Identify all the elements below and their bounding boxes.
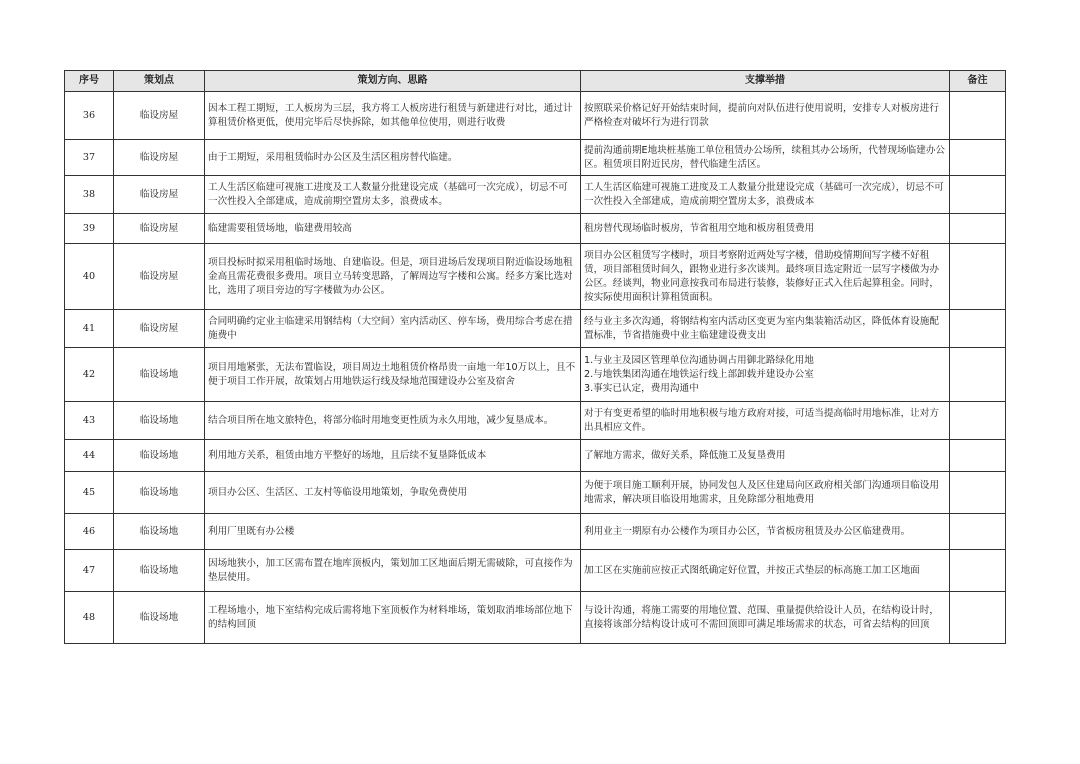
row-number: 37 [65,140,114,176]
table-row [65,244,1006,310]
row-planning-point: 临设场地 [114,402,205,440]
row-direction: 临建需要租赁场地，临建费用较高 [205,214,581,244]
row-number: 42 [65,348,114,402]
row-direction: 项目投标时拟采用租临时场地、自建临设。但是，项目进场后发现项目附近临设场地租金高且需花费很多费用。项目立马转变思路，了解周边写字楼和公寓。经多方案比选对比，选用了项目旁边的写字楼做为办公区。 [205,244,581,310]
row-measures: 按照联采价格记好开始结束时间，提前向对队伍进行使用说明，安排专人对板房进行严格检查对破坏行为进行罚款 [581,92,950,140]
row-planning-point: 临设场地 [114,592,205,644]
row-measures: 加工区在实施前应按正式图纸确定好位置，并按正式垫层的标高施工加工区地面 [581,550,950,592]
row-number: 38 [65,176,114,214]
table-row [65,472,1006,514]
table-row [65,592,1006,644]
table-row [65,348,1006,402]
row-remarks [950,176,1006,214]
row-planning-point: 临设房屋 [114,176,205,214]
row-measures: 工人生活区临建可视施工进度及工人数量分批建设完成（基础可一次完成），切忌不可一次性投入全部建成，造成前期空置房太多，浪费成本 [581,176,950,214]
row-planning-point: 临设场地 [114,550,205,592]
row-direction: 工程场地小，地下室结构完成后需将地下室顶板作为材料堆场，策划取消堆场部位地下的结构回顶 [205,592,581,644]
row-number: 41 [65,310,114,348]
header-serial-number: 序号 [65,71,114,92]
row-number: 39 [65,214,114,244]
table-row [65,214,1006,244]
row-remarks [950,310,1006,348]
header-remarks: 备注 [950,71,1006,92]
row-planning-point: 临设场地 [114,348,205,402]
row-remarks [950,550,1006,592]
row-remarks [950,514,1006,550]
table-row [65,176,1006,214]
planning-table [64,70,1006,644]
row-number: 36 [65,92,114,140]
row-planning-point: 临设场地 [114,472,205,514]
header-planning-direction: 策划方向、思路 [205,71,581,92]
table-header-row [65,71,1006,92]
row-remarks [950,140,1006,176]
row-planning-point: 临设房屋 [114,214,205,244]
row-remarks [950,244,1006,310]
row-number: 40 [65,244,114,310]
row-measures: 提前沟通前期E地块桩基施工单位租赁办公场所，续租其办公场所，代替现场临建办公区。租赁项目附近民房，替代临建生活区。 [581,140,950,176]
row-measures: 租房替代现场临时板房，节省租用空地和板房租赁费用 [581,214,950,244]
row-measures: 对于有变更希望的临时用地积极与地方政府对接，可适当提高临时用地标准，让对方出具相应文件。 [581,402,950,440]
row-planning-point: 临设房屋 [114,310,205,348]
row-remarks [950,348,1006,402]
row-direction: 项目用地紧张，无法布置临设，项目周边土地租赁价格昂贵一亩地一年10万以上，且不便于项目工作开展，故策划占用地铁运行线及绿地范围建设办公室及宿舍 [205,348,581,402]
row-measures: 利用业主一期原有办公楼作为项目办公区，节省板房租赁及办公区临建费用。 [581,514,950,550]
row-direction: 结合项目所在地文旅特色，将部分临时用地变更性质为永久用地，减少复垦成本。 [205,402,581,440]
row-measures: 与设计沟通，将施工需要的用地位置、范围、重量提供给设计人员，在结构设计时，直接将该部分结构设计成可不需回顶即可满足堆场需求的状态，可省去结构的回顶 [581,592,950,644]
table-row [65,140,1006,176]
row-measures: 经与业主多次沟通，将钢结构室内活动区变更为室内集装箱活动区，降低体育设施配置标准，节省措施费中业主临建建设费支出 [581,310,950,348]
row-direction: 工人生活区临建可视施工进度及工人数量分批建设完成（基础可一次完成），切忌不可一次性投入全部建成，造成前期空置房太多，浪费成本。 [205,176,581,214]
row-remarks [950,472,1006,514]
header-support-measures: 支撑举措 [581,71,950,92]
table-row [65,92,1006,140]
row-planning-point: 临设房屋 [114,140,205,176]
row-remarks [950,592,1006,644]
row-direction: 因本工程工期短，工人板房为三层，我方将工人板房进行租赁与新建进行对比，通过计算租赁价格更低，使用完毕后尽快拆除，如其他单位使用，则进行收费 [205,92,581,140]
row-number: 44 [65,440,114,472]
row-number: 47 [65,550,114,592]
row-remarks [950,214,1006,244]
row-planning-point: 临设场地 [114,440,205,472]
row-direction: 因场地狭小，加工区需布置在地库顶板内，策划加工区地面后期无需破除，可直接作为垫层使用。 [205,550,581,592]
row-measures: 为便于项目施工顺利开展，协同发包人及区住建局向区政府相关部门沟通项目临设用地需求，解决项目临设用地需求，且免除部分租地费用 [581,472,950,514]
table-row [65,310,1006,348]
row-direction: 合同明确约定业主临建采用钢结构（大空间）室内活动区、停车场，费用综合考虑在措施费中 [205,310,581,348]
row-remarks [950,402,1006,440]
row-direction: 利用地方关系，租赁由地方平整好的场地，且后续不复垦降低成本 [205,440,581,472]
row-measures: 了解地方需求，做好关系，降低施工及复垦费用 [581,440,950,472]
table-row [65,514,1006,550]
row-number: 43 [65,402,114,440]
table-row [65,550,1006,592]
row-number: 48 [65,592,114,644]
table-row [65,402,1006,440]
row-measures: 项目办公区租赁写字楼时，项目考察附近两处写字楼，借助疫情期间写字楼不好租赁，项目部租赁时间久，跟物业进行多次谈判。最终项目选定附近一层写字楼做为办公区。经谈判，物业同意按我司布局进行装修，装修好正式入住后起算租金。同时，按实际使用面积计算租赁面积。 [581,244,950,310]
header-planning-point: 策划点 [114,71,205,92]
row-remarks [950,92,1006,140]
row-direction: 项目办公区、生活区、工友村等临设用地策划，争取免费使用 [205,472,581,514]
row-number: 45 [65,472,114,514]
row-direction: 利用厂里既有办公楼 [205,514,581,550]
table-row [65,440,1006,472]
row-planning-point: 临设房屋 [114,244,205,310]
row-planning-point: 临设房屋 [114,92,205,140]
row-direction: 由于工期短，采用租赁临时办公区及生活区租房替代临建。 [205,140,581,176]
row-number: 46 [65,514,114,550]
row-measures: 1.与业主及园区管理单位沟通协调占用御北路绿化用地 2.与地铁集团沟通在地铁运行线上部卸载并建设办公室 3.事实已认定，费用沟通中 [581,348,950,402]
row-remarks [950,440,1006,472]
row-planning-point: 临设场地 [114,514,205,550]
